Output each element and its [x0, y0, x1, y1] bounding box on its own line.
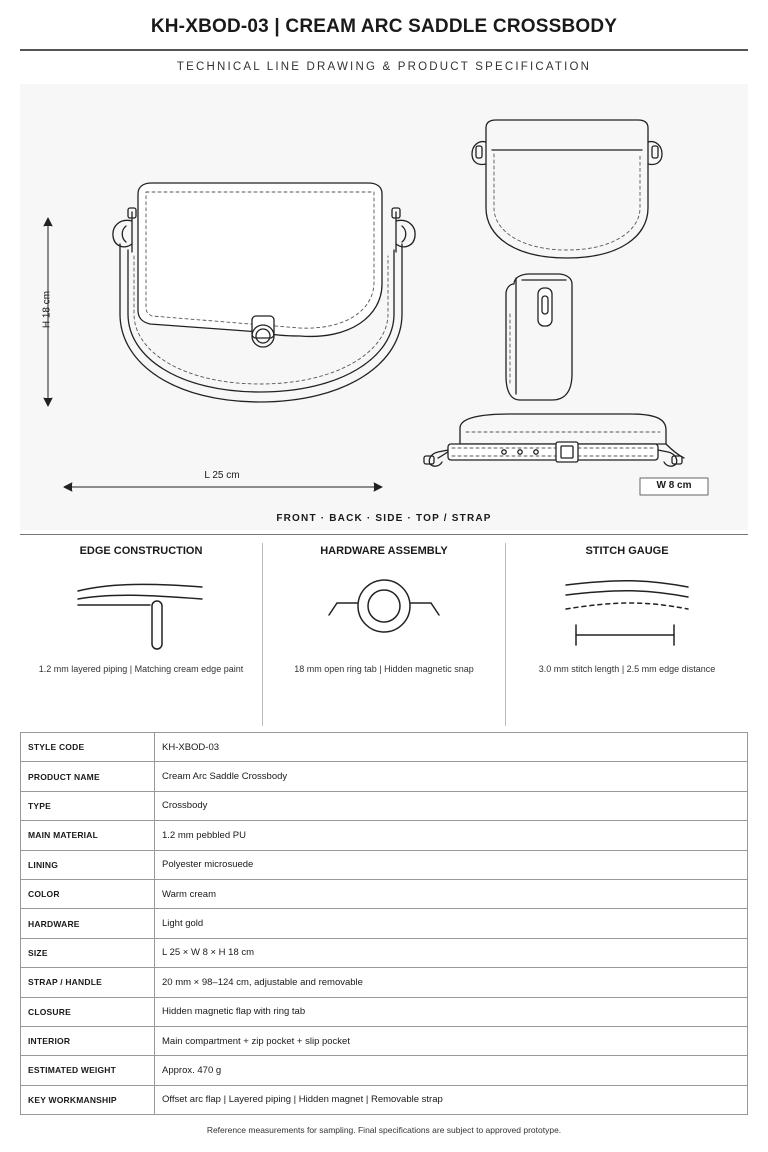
technical-drawing-panel: [20, 84, 748, 530]
page-title: KH-XBOD-03 | CREAM ARC SADDLE CROSSBODY: [150, 16, 618, 37]
detail-caption: 3.0 mm stitch length | 2.5 mm edge distance: [538, 664, 716, 674]
spec-value: Light gold: [155, 909, 748, 938]
spec-row: [21, 733, 748, 762]
spec-value: Polyester microsuede: [155, 850, 748, 879]
back-view-drawing: [472, 120, 662, 258]
ring-hardware-icon: [263, 565, 505, 660]
spec-row: [21, 1056, 748, 1085]
length-dimension-line: [64, 483, 382, 491]
spec-row: [21, 938, 748, 967]
spec-key: TYPE: [21, 791, 155, 820]
spec-key: COLOR: [21, 879, 155, 908]
spec-key: KEY WORKMANSHIP: [21, 1085, 155, 1114]
spec-key: PRODUCT NAME: [21, 762, 155, 791]
detail-edge-construction: [20, 535, 262, 725]
spec-row: [21, 1085, 748, 1114]
spec-row: [21, 850, 748, 879]
spec-row: [21, 791, 748, 820]
height-label: H 18 cm: [41, 290, 53, 329]
spec-value: Approx. 470 g: [155, 1056, 748, 1085]
spec-value: Warm cream: [155, 879, 748, 908]
spec-key: HARDWARE: [21, 909, 155, 938]
spec-key: MAIN MATERIAL: [21, 821, 155, 850]
spec-row: [21, 879, 748, 908]
spec-key: STYLE CODE: [21, 733, 155, 762]
spec-value: Hidden magnetic flap with ring tab: [155, 997, 748, 1026]
spec-value: L 25 × W 8 × H 18 cm: [155, 938, 748, 967]
spec-value: Crossbody: [155, 791, 748, 820]
spec-row: [21, 762, 748, 791]
spec-row: [21, 997, 748, 1026]
detail-hardware-assembly: [263, 535, 505, 725]
spec-row: [21, 1026, 748, 1055]
detail-stitch-gauge: [506, 535, 748, 725]
spec-value: 1.2 mm pebbled PU: [155, 821, 748, 850]
spec-row: [21, 909, 748, 938]
spec-row: [21, 821, 748, 850]
spec-key: LINING: [21, 850, 155, 879]
spec-value: Main compartment + zip pocket + slip pocket: [155, 1026, 748, 1055]
footnote: Reference measurements for sampling. Final specifications are subject to approved prototype.: [206, 1125, 562, 1135]
spec-value: Cream Arc Saddle Crossbody: [155, 762, 748, 791]
width-label: W 8 cm: [656, 480, 692, 491]
detail-title: EDGE CONSTRUCTION: [79, 545, 203, 557]
spec-key: INTERIOR: [21, 1026, 155, 1055]
front-view-drawing: [113, 183, 415, 402]
views-caption: FRONT · BACK · SIDE · TOP / STRAP: [276, 513, 492, 524]
spec-key: CLOSURE: [21, 997, 155, 1026]
spec-key: SIZE: [21, 938, 155, 967]
detail-caption: 18 mm open ring tab | Hidden magnetic snap: [294, 664, 474, 674]
spec-value: 20 mm × 98–124 cm, adjustable and removable: [155, 968, 748, 997]
spec-value: KH-XBOD-03: [155, 733, 748, 762]
side-view-drawing: [506, 274, 572, 400]
stitch-gauge-icon: [506, 565, 748, 660]
title-divider: [20, 49, 748, 51]
length-label: L 25 cm: [204, 470, 240, 481]
page-subtitle: TECHNICAL LINE DRAWING & PRODUCT SPECIFICATION: [176, 61, 592, 73]
detail-title: HARDWARE ASSEMBLY: [320, 545, 448, 557]
spec-table: [20, 732, 748, 1115]
detail-caption: 1.2 mm layered piping | Matching cream edge paint: [38, 664, 244, 674]
spec-key: ESTIMATED WEIGHT: [21, 1056, 155, 1085]
detail-title: STITCH GAUGE: [585, 545, 669, 557]
edge-construction-icon: [20, 565, 262, 660]
spec-value: Offset arc flap | Layered piping | Hidden magnet | Removable strap: [155, 1085, 748, 1114]
spec-row: [21, 968, 748, 997]
strap-drawing: [424, 414, 684, 466]
spec-key: STRAP / HANDLE: [21, 968, 155, 997]
